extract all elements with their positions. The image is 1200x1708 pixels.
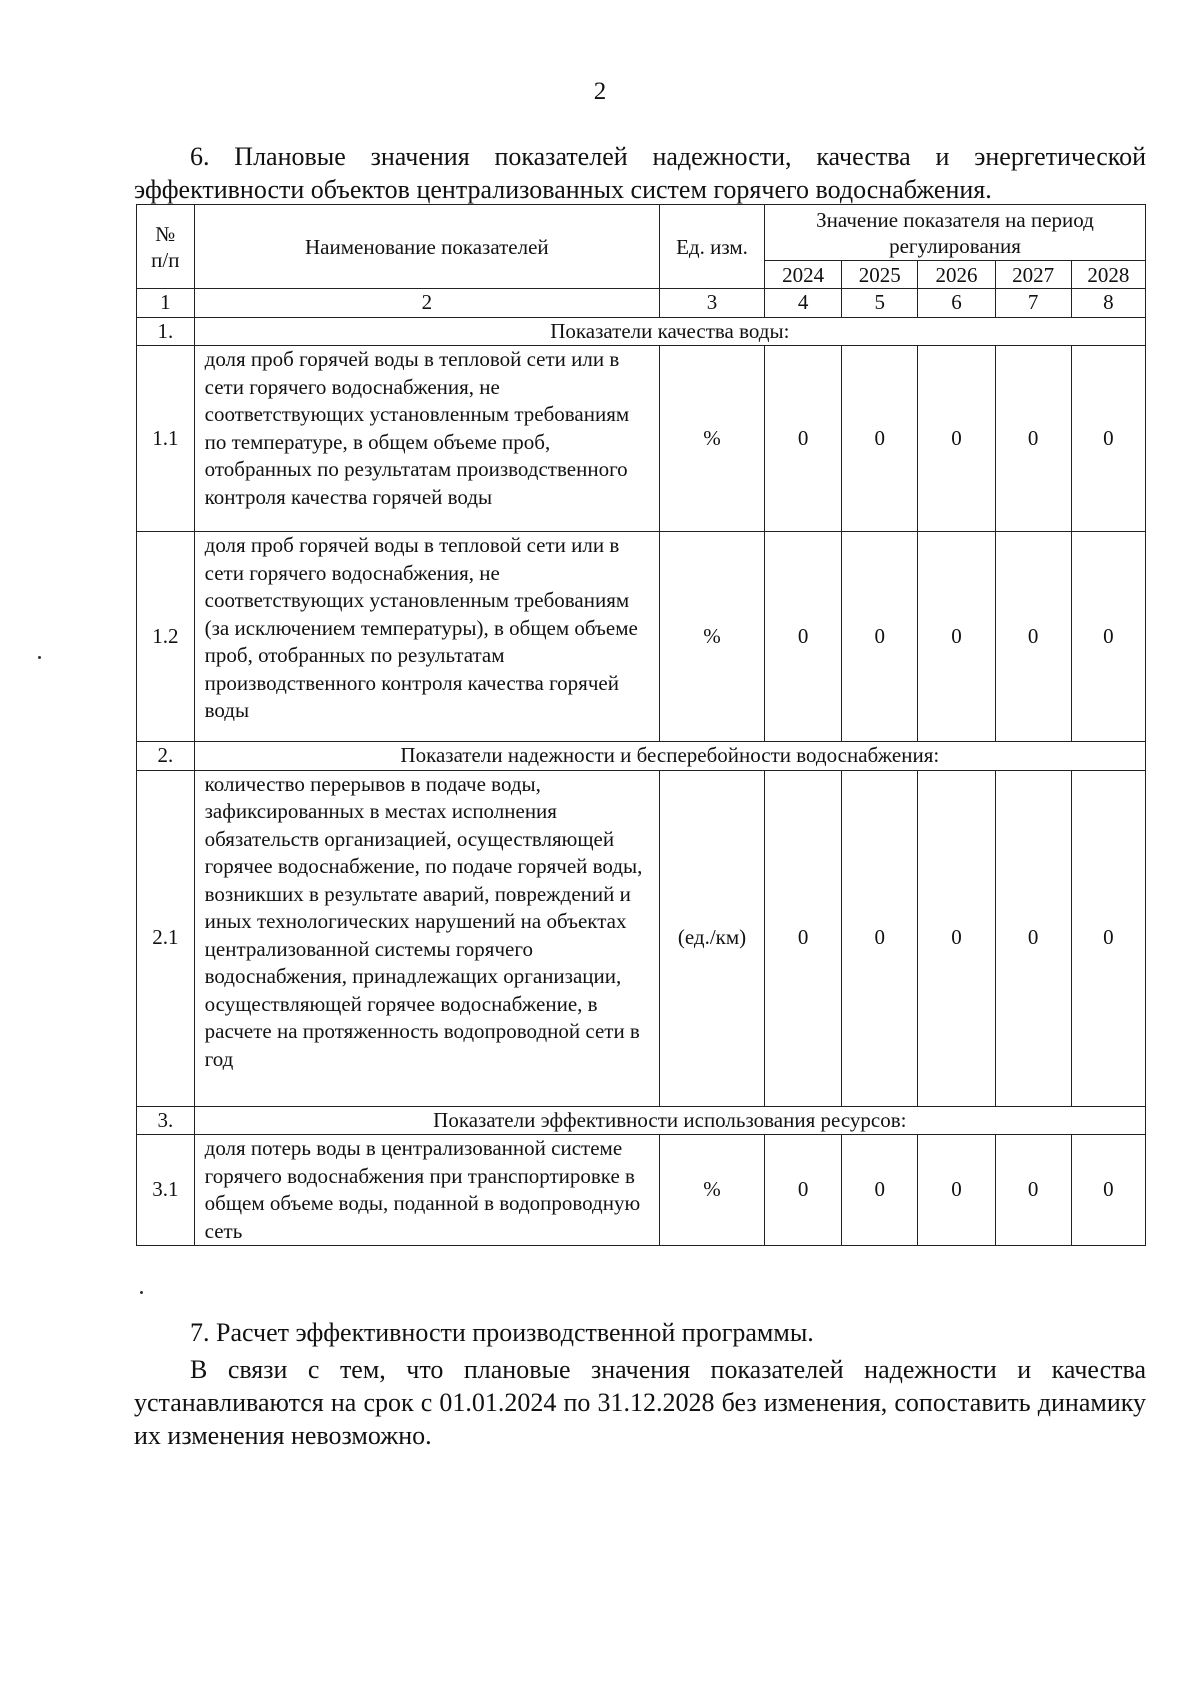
indicator-value: 0 [1071, 1135, 1145, 1246]
column-number: 4 [765, 289, 842, 318]
header-unit: Ед. изм. [660, 205, 765, 289]
column-number: 7 [995, 289, 1071, 318]
indicator-value: 0 [765, 770, 842, 1106]
indicator-name: доля проб горячей воды в тепловой сети или в сети горячего водоснабжения, не соответствующих установленным требованиям по температуре, в общем объеме проб, отобранных по результатам производственного контроля качества горячей воды [194, 346, 659, 532]
header-year: 2024 [765, 261, 842, 289]
indicator-value: 0 [995, 1135, 1071, 1246]
section-number: 1. [137, 317, 195, 346]
column-number: 2 [194, 289, 659, 318]
indicator-value: 0 [918, 770, 995, 1106]
indicator-value: 0 [995, 346, 1071, 532]
section-row [137, 317, 1146, 346]
header-name: Наименование показателей [194, 205, 659, 289]
column-number: 1 [137, 289, 195, 318]
indicator-value: 0 [1071, 770, 1145, 1106]
column-number: 3 [660, 289, 765, 318]
indicator-unit: % [660, 346, 765, 532]
table-row [137, 770, 1146, 1106]
indicator-value: 0 [842, 1135, 918, 1246]
indicator-value: 0 [995, 532, 1071, 742]
indicator-value: 0 [1071, 532, 1145, 742]
column-number: 5 [842, 289, 918, 318]
section-number: 2. [137, 742, 195, 771]
indicator-value: 0 [765, 1135, 842, 1246]
section-6-heading: 6. Плановые значения показателей надежности, качества и энергетической эффективности объектов централизованных систем горячего водоснабжения. [134, 142, 1146, 204]
scan-speck [38, 656, 41, 659]
header-year: 2027 [995, 261, 1071, 289]
section-7-text: В связи с тем, что плановые значения показателей надежности и качества устанавливаются на срок с 01.01.2024 по 31.12.2028 без изменения, сопоставить динамику их изменения невозможно. [134, 1355, 1146, 1450]
section-7-title: 7. Расчет эффективности производственной программы. [190, 1318, 814, 1347]
table-row [137, 1135, 1146, 1246]
row-number: 2.1 [137, 770, 195, 1106]
header-year: 2025 [842, 261, 918, 289]
header-period: Значение показателя на период регулирования [765, 205, 1146, 261]
header-year: 2028 [1071, 261, 1145, 289]
indicator-unit: (ед./км) [660, 770, 765, 1106]
section-row [137, 742, 1146, 771]
indicator-unit: % [660, 1135, 765, 1246]
indicator-value: 0 [918, 1135, 995, 1246]
indicator-value: 0 [918, 532, 995, 742]
table-row [137, 532, 1146, 742]
indicator-value: 0 [1071, 346, 1145, 532]
section-title: Показатели качества воды: [194, 317, 1145, 346]
indicator-name: количество перерывов в подаче воды, зафиксированных в местах исполнения обязательств организацией, осуществляющей горячее водоснабжение, по подаче горячей воды, возникших в результате аварий, повреждений и иных технологических нарушений на объектах централизованной системы горячего водоснабжения, принадлежащих организации, осуществляющей горячее водоснабжение, в расчете на протяженность водопроводной сети в год [194, 770, 659, 1106]
indicators-table [136, 204, 1146, 1246]
table-row [137, 346, 1146, 532]
header-year: 2026 [918, 261, 995, 289]
indicator-value: 0 [842, 532, 918, 742]
column-number-row [137, 289, 1146, 318]
header-num: № п/п [137, 205, 195, 289]
indicator-name: доля проб горячей воды в тепловой сети или в сети горячего водоснабжения, не соответствующих установленным требованиям (за исключением температуры), в общем объеме проб, отобранных по результатам производственного контроля качества горячей воды [194, 532, 659, 742]
indicator-name: доля потерь воды в централизованной системе горячего водоснабжения при транспортировке в общем объеме воды, поданной в водопроводную сеть [194, 1135, 659, 1246]
indicator-value: 0 [765, 346, 842, 532]
indicator-unit: % [660, 532, 765, 742]
row-number: 1.1 [137, 346, 195, 532]
scan-speck [140, 1291, 143, 1294]
indicator-value: 0 [842, 770, 918, 1106]
indicator-value: 0 [842, 346, 918, 532]
header-row [137, 205, 1146, 261]
row-number: 3.1 [137, 1135, 195, 1246]
row-number: 1.2 [137, 532, 195, 742]
section-7 [134, 1316, 1146, 1452]
section-number: 3. [137, 1106, 195, 1135]
indicator-value: 0 [765, 532, 842, 742]
section-title: Показатели эффективности использования ресурсов: [194, 1106, 1145, 1135]
section-title: Показатели надежности и бесперебойности водоснабжения: [194, 742, 1145, 771]
indicator-value: 0 [995, 770, 1071, 1106]
indicator-value: 0 [918, 346, 995, 532]
column-number: 6 [918, 289, 995, 318]
column-number: 8 [1071, 289, 1145, 318]
section-row [137, 1106, 1146, 1135]
page-number: 2 [593, 78, 607, 105]
